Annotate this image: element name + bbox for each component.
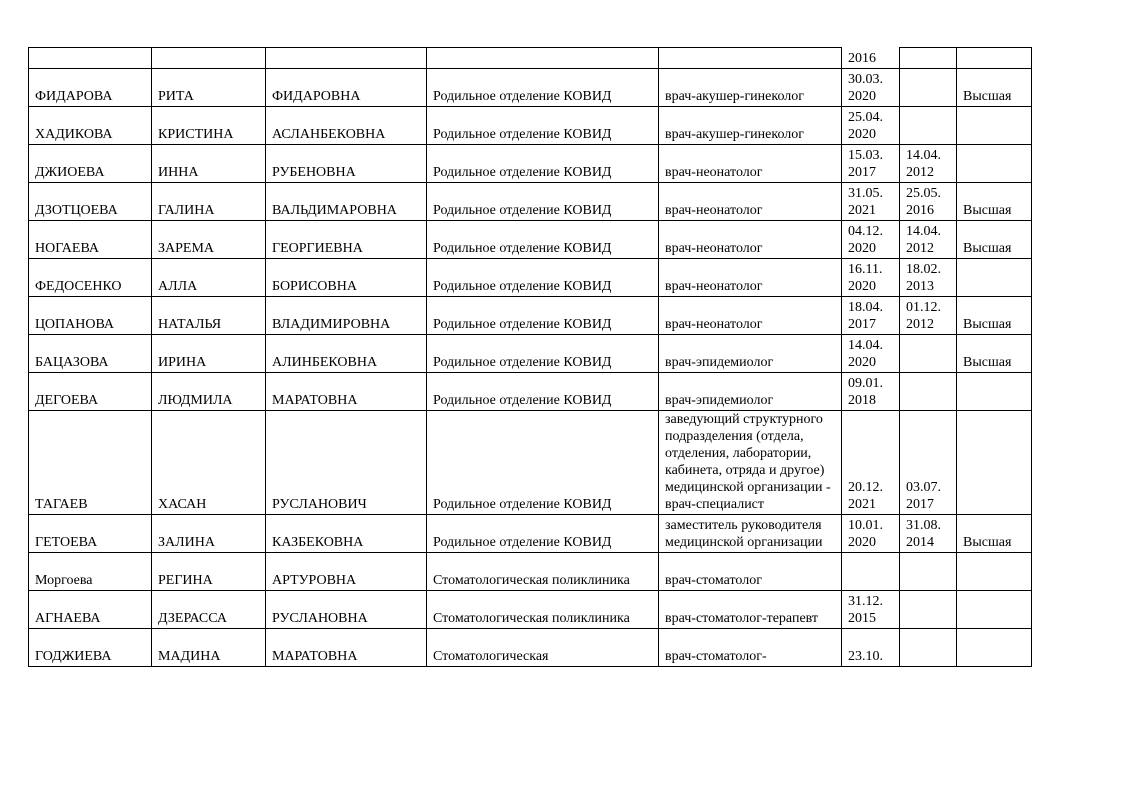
cell-category: Высшая bbox=[957, 221, 1032, 259]
cell-date1: 2016 bbox=[842, 48, 900, 69]
cell-position: врач-эпидемиолог bbox=[659, 335, 842, 373]
cell-patronymic: РУСЛАНОВИЧ bbox=[266, 411, 427, 515]
cell-category bbox=[957, 107, 1032, 145]
cell-first-name: ЗАРЕМА bbox=[152, 221, 266, 259]
cell-date2: 25.05. 2016 bbox=[900, 183, 957, 221]
cell-patronymic: МАРАТОВНА bbox=[266, 373, 427, 411]
cell-first-name: АЛЛА bbox=[152, 259, 266, 297]
cell-category bbox=[957, 553, 1032, 591]
cell-last-name: ГЕТОЕВА bbox=[29, 515, 152, 553]
staff-table bbox=[28, 47, 1032, 667]
cell-department: Родильное отделение КОВИД bbox=[427, 183, 659, 221]
table-row bbox=[29, 69, 1032, 107]
cell-last-name: Моргоева bbox=[29, 553, 152, 591]
cell-date2 bbox=[900, 107, 957, 145]
cell-position: врач-стоматолог- bbox=[659, 629, 842, 667]
table-row bbox=[29, 221, 1032, 259]
cell-date2: 31.08. 2014 bbox=[900, 515, 957, 553]
cell-category bbox=[957, 411, 1032, 515]
cell-date2: 03.07. 2017 bbox=[900, 411, 957, 515]
table-row bbox=[29, 373, 1032, 411]
cell-first-name: РЕГИНА bbox=[152, 553, 266, 591]
table-row bbox=[29, 48, 1032, 69]
cell-patronymic: РУСЛАНОВНА bbox=[266, 591, 427, 629]
cell-date1: 16.11. 2020 bbox=[842, 259, 900, 297]
cell-date2 bbox=[900, 69, 957, 107]
table-row bbox=[29, 183, 1032, 221]
cell-department: Родильное отделение КОВИД bbox=[427, 373, 659, 411]
cell-date2: 18.02. 2013 bbox=[900, 259, 957, 297]
cell-first-name bbox=[152, 48, 266, 69]
cell-patronymic: БОРИСОВНА bbox=[266, 259, 427, 297]
cell-position: заведующий структурного подразделения (отдела, отделения, лаборатории, кабинета, отряда и другое) медицинской организации - врач-специалист bbox=[659, 411, 842, 515]
table-row bbox=[29, 411, 1032, 515]
cell-first-name: РИТА bbox=[152, 69, 266, 107]
cell-date2 bbox=[900, 553, 957, 591]
cell-patronymic: ГЕОРГИЕВНА bbox=[266, 221, 427, 259]
table-row bbox=[29, 629, 1032, 667]
table-row bbox=[29, 335, 1032, 373]
cell-position bbox=[659, 48, 842, 69]
cell-position: врач-неонатолог bbox=[659, 183, 842, 221]
cell-patronymic: КАЗБЕКОВНА bbox=[266, 515, 427, 553]
cell-last-name: ХАДИКОВА bbox=[29, 107, 152, 145]
cell-date1: 31.05. 2021 bbox=[842, 183, 900, 221]
cell-date1: 09.01. 2018 bbox=[842, 373, 900, 411]
cell-date2 bbox=[900, 335, 957, 373]
cell-department: Родильное отделение КОВИД bbox=[427, 69, 659, 107]
cell-position: врач-неонатолог bbox=[659, 297, 842, 335]
cell-patronymic: АРТУРОВНА bbox=[266, 553, 427, 591]
cell-patronymic: МАРАТОВНА bbox=[266, 629, 427, 667]
cell-category: Высшая bbox=[957, 69, 1032, 107]
cell-department: Стоматологическая поликлиника bbox=[427, 553, 659, 591]
cell-patronymic: ФИДАРОВНА bbox=[266, 69, 427, 107]
cell-department: Родильное отделение КОВИД bbox=[427, 297, 659, 335]
table-row bbox=[29, 297, 1032, 335]
cell-category: Высшая bbox=[957, 297, 1032, 335]
cell-date2 bbox=[900, 373, 957, 411]
table-row bbox=[29, 591, 1032, 629]
cell-category: Высшая bbox=[957, 335, 1032, 373]
cell-last-name: ДЕГОЕВА bbox=[29, 373, 152, 411]
cell-category bbox=[957, 373, 1032, 411]
cell-date1: 15.03. 2017 bbox=[842, 145, 900, 183]
cell-last-name: ГОДЖИЕВА bbox=[29, 629, 152, 667]
cell-position: заместитель руководителя медицинской организации bbox=[659, 515, 842, 553]
cell-last-name: АГНАЕВА bbox=[29, 591, 152, 629]
cell-patronymic bbox=[266, 48, 427, 69]
cell-position: врач-стоматолог-терапевт bbox=[659, 591, 842, 629]
cell-first-name: ХАСАН bbox=[152, 411, 266, 515]
table-row bbox=[29, 259, 1032, 297]
cell-last-name: ДЖИОЕВА bbox=[29, 145, 152, 183]
cell-first-name: КРИСТИНА bbox=[152, 107, 266, 145]
cell-patronymic: ВЛАДИМИРОВНА bbox=[266, 297, 427, 335]
cell-department: Родильное отделение КОВИД bbox=[427, 221, 659, 259]
cell-first-name: ДЗЕРАССА bbox=[152, 591, 266, 629]
cell-position: врач-неонатолог bbox=[659, 145, 842, 183]
cell-date1: 14.04. 2020 bbox=[842, 335, 900, 373]
cell-last-name: ФИДАРОВА bbox=[29, 69, 152, 107]
cell-first-name: ЛЮДМИЛА bbox=[152, 373, 266, 411]
cell-date2 bbox=[900, 591, 957, 629]
cell-position: врач-стоматолог bbox=[659, 553, 842, 591]
cell-category bbox=[957, 145, 1032, 183]
cell-date1: 18.04. 2017 bbox=[842, 297, 900, 335]
cell-position: врач-эпидемиолог bbox=[659, 373, 842, 411]
cell-date1: 23.10. bbox=[842, 629, 900, 667]
cell-first-name: МАДИНА bbox=[152, 629, 266, 667]
cell-first-name: ИРИНА bbox=[152, 335, 266, 373]
cell-department bbox=[427, 48, 659, 69]
cell-department: Родильное отделение КОВИД bbox=[427, 145, 659, 183]
cell-last-name: ТАГАЕВ bbox=[29, 411, 152, 515]
cell-first-name: ИННА bbox=[152, 145, 266, 183]
table-row bbox=[29, 107, 1032, 145]
cell-department: Стоматологическая поликлиника bbox=[427, 591, 659, 629]
cell-first-name: ГАЛИНА bbox=[152, 183, 266, 221]
cell-category bbox=[957, 259, 1032, 297]
cell-patronymic: ВАЛЬДИМАРОВНА bbox=[266, 183, 427, 221]
cell-date2: 14.04. 2012 bbox=[900, 145, 957, 183]
cell-date1: 10.01. 2020 bbox=[842, 515, 900, 553]
cell-category: Высшая bbox=[957, 183, 1032, 221]
cell-last-name: БАЦАЗОВА bbox=[29, 335, 152, 373]
cell-last-name: ФЕДОСЕНКО bbox=[29, 259, 152, 297]
cell-date2: 14.04. 2012 bbox=[900, 221, 957, 259]
cell-department: Родильное отделение КОВИД bbox=[427, 335, 659, 373]
cell-first-name: ЗАЛИНА bbox=[152, 515, 266, 553]
cell-category bbox=[957, 591, 1032, 629]
cell-department: Родильное отделение КОВИД bbox=[427, 107, 659, 145]
cell-last-name: ЦОПАНОВА bbox=[29, 297, 152, 335]
cell-patronymic: АЛИНБЕКОВНА bbox=[266, 335, 427, 373]
cell-category: Высшая bbox=[957, 515, 1032, 553]
cell-patronymic: АСЛАНБЕКОВНА bbox=[266, 107, 427, 145]
cell-category bbox=[957, 48, 1032, 69]
cell-patronymic: РУБЕНОВНА bbox=[266, 145, 427, 183]
cell-date1: 30.03. 2020 bbox=[842, 69, 900, 107]
table-row bbox=[29, 553, 1032, 591]
cell-category bbox=[957, 629, 1032, 667]
cell-last-name: НОГАЕВА bbox=[29, 221, 152, 259]
cell-date1: 04.12. 2020 bbox=[842, 221, 900, 259]
cell-position: врач-акушер-гинеколог bbox=[659, 69, 842, 107]
cell-first-name: НАТАЛЬЯ bbox=[152, 297, 266, 335]
cell-date1 bbox=[842, 553, 900, 591]
cell-last-name: ДЗОТЦОЕВА bbox=[29, 183, 152, 221]
cell-date2 bbox=[900, 48, 957, 69]
cell-department: Родильное отделение КОВИД bbox=[427, 259, 659, 297]
cell-department: Стоматологическая bbox=[427, 629, 659, 667]
cell-date1: 31.12. 2015 bbox=[842, 591, 900, 629]
cell-date2: 01.12. 2012 bbox=[900, 297, 957, 335]
cell-date1: 25.04. 2020 bbox=[842, 107, 900, 145]
table-row bbox=[29, 515, 1032, 553]
cell-position: врач-акушер-гинеколог bbox=[659, 107, 842, 145]
cell-department: Родильное отделение КОВИД bbox=[427, 411, 659, 515]
cell-department: Родильное отделение КОВИД bbox=[427, 515, 659, 553]
cell-date2 bbox=[900, 629, 957, 667]
cell-position: врач-неонатолог bbox=[659, 259, 842, 297]
cell-position: врач-неонатолог bbox=[659, 221, 842, 259]
table-row bbox=[29, 145, 1032, 183]
cell-date1: 20.12. 2021 bbox=[842, 411, 900, 515]
cell-last-name bbox=[29, 48, 152, 69]
